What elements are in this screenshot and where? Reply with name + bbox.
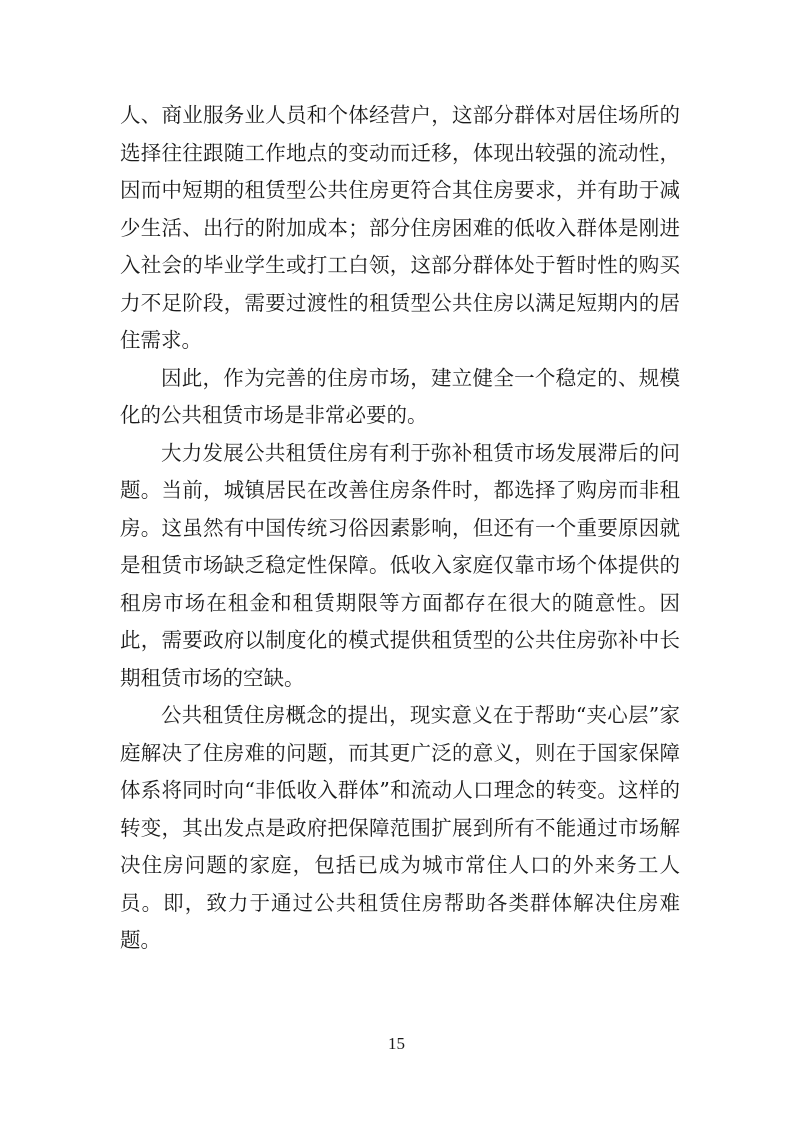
- paragraph-rental-market-lag: 大力发展公共租赁住房有利于弥补租赁市场发展滞后的问题。当前，城镇居民在改善住房条件时，都选择了购房而非租房。这虽然有中国传统习俗因素影响，但还有一个重要原因就是租赁市场缺乏稳定性保障。低收入家庭仅靠市场个体提供的租房市场在租金和租赁期限等方面都存在很大的随意性。因此，需要政府以制度化的模式提供租赁型的公共住房弥补中长期租赁市场的空缺。: [120, 440, 680, 690]
- paragraph-public-rental-significance: 公共租赁住房概念的提出，现实意义在于帮助“夹心层”家庭解决了住房难的问题，而其更广泛的意义，则在于国家保障体系将同时向“非低收入群体”和流动人口理念的转变。这样的转变，其出发点是政府把保障范围扩展到所有不能通过市场解决住房问题的家庭，包括已成为城市常住人口的外来务工人员。即，致力于通过公共租赁住房帮助各类群体解决住房难题。: [120, 703, 680, 952]
- paragraph-continued: 人、商业服务业人员和个体经营户，这部分群体对居住场所的选择往往跟随工作地点的变动而迁移，体现出较强的流动性，因而中短期的租赁型公共住房更符合其住房要求，并有助于减少生活、出行的附加成本；部分住房困难的低收入群体是刚进入社会的毕业学生或打工白领，这部分群体处于暂时性的购买力不足阶段，需要过渡性的租赁型公共住房以满足短期内的居住需求。: [120, 103, 680, 352]
- paragraph-rental-market-necessity: 因此，作为完善的住房市场，建立健全一个稳定的、规模化的公共租赁市场是非常必要的。: [120, 365, 680, 427]
- body-text: [120, 97, 680, 960]
- page-number: 15: [388, 1034, 405, 1053]
